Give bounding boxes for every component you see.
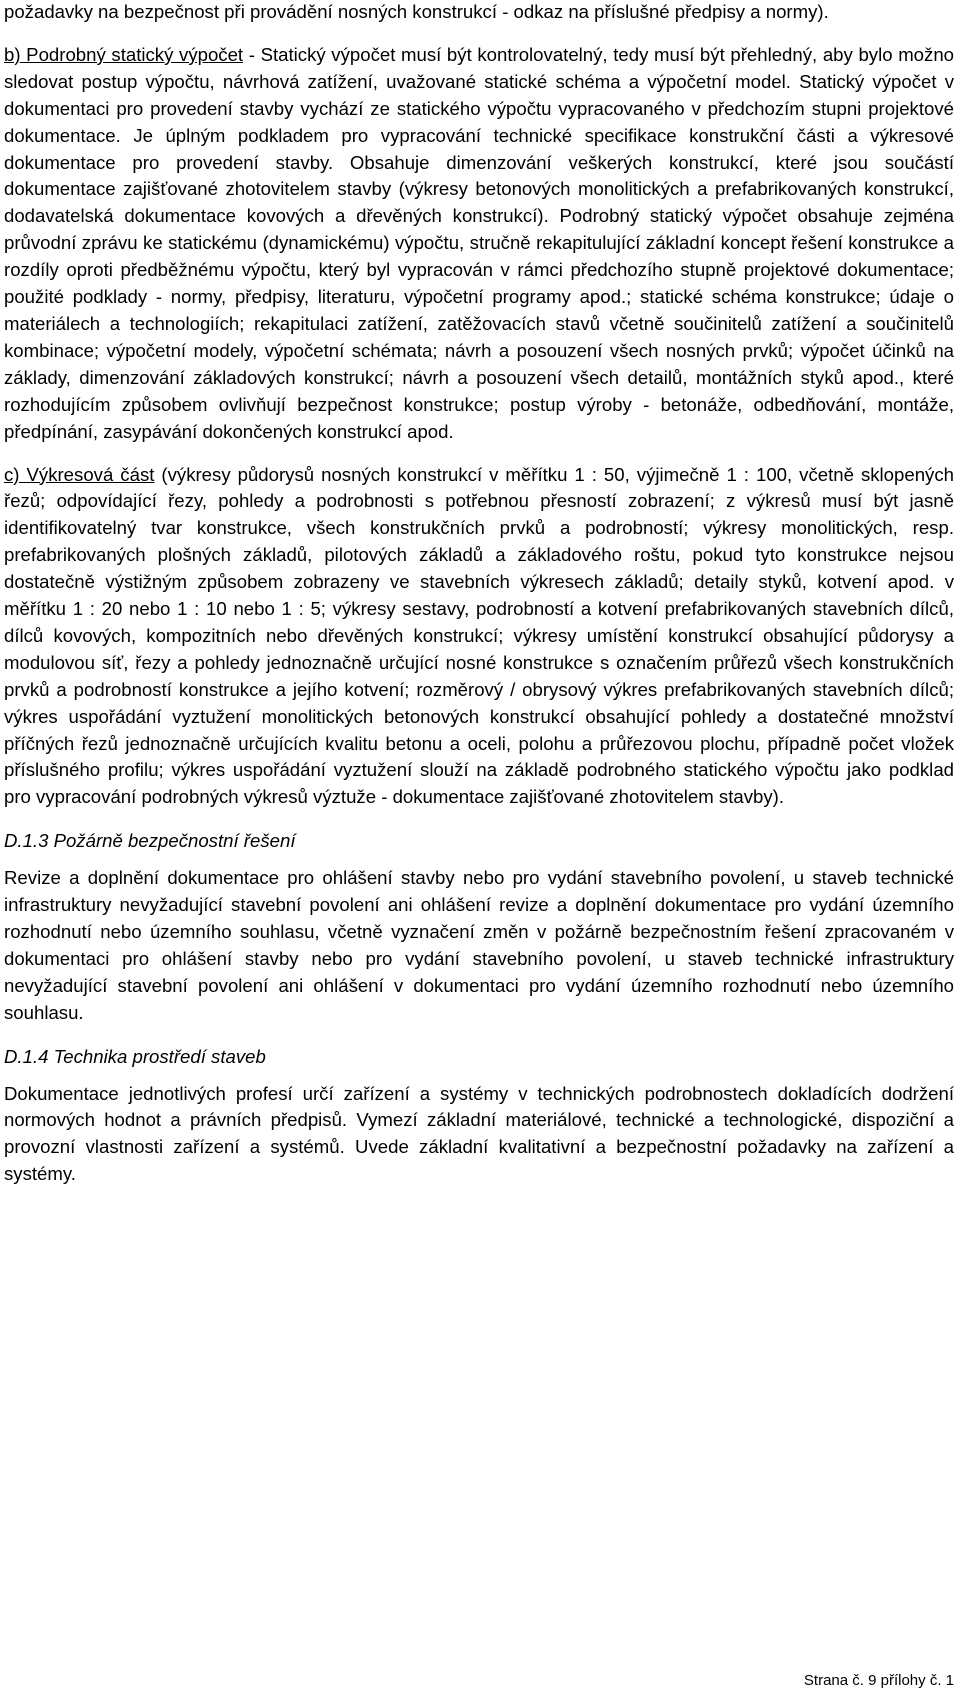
- paragraph-c-drawing-part: [4, 462, 954, 812]
- paragraph-c-text: (výkresy půdorysů nosných konstrukcí v měřítku 1 : 50, výjimečně 1 : 100, včetně sklopených řezů; odpovídající řezy, pohledy a podrobnosti s potřebnou přesností zobrazení; z výkresů musí být jasně identifikovatelný tvar konstrukce, všech konstrukčních prvků a podrobností; výkresy monolitických, resp. prefabrikovaných plošných základů, pilotových základů a základového roštu, pokud tyto konstrukce nejsou dostatečně výstižným způsobem zobrazeny ve stavebních výkresech základů; detaily styků, kotvení apod. v měřítku 1 : 20 nebo 1 : 10 nebo 1 : 5; výkresy sestavy, podrobností a kotvení prefabrikovaných stavebních dílců, dílců kovových, kompozitních nebo dřevěných konstrukcí; výkresy umístění konstrukcí obsahující půdorysy a modulovou síť, řezy a pohledy jednoznačně určující nosné konstrukce s označením průřezů všech konstrukčních prvků a podrobností konstrukce a jejího kotvení; rozměrový / obrysový výkres prefabrikovaných stavebních dílců; výkres uspořádání vyztužení monolitických betonových konstrukcí obsahující pohledy a dostatečné množství příčných řezů jednoznačně určujících kvalitu betonu a oceli, polohu a průřezovou plochu, případně počet vložek příslušného profilu; výkres uspořádání vyztužení slouží na základě podrobného statického výpočtu jako podklad pro vypracování podrobných výkresů výztuže - dokumentace zajišťované zhotovitelem stavby).: [4, 463, 954, 808]
- section-text-fire-safety: Revize a doplnění dokumentace pro ohlášení stavby nebo pro vydání stavebního povolení, u staveb technické infrastruktury nevyžadující stavební povolení ani ohlášení revize a doplnění dokumentace pro vydání územního rozhodnutí nebo územního souhlasu, včetně vyznačení změn v požárně bezpečnostním řešení zpracovaném v dokumentaci pro ohlášení stavby nebo pro vydání stavebního povolení, u staveb technické infrastruktury nevyžadující stavební povolení ani ohlášení v dokumentaci pro vydání územního rozhodnutí nebo územního souhlasu.: [4, 867, 954, 1023]
- page-number-footer: Strana č. 9 přílohy č. 1: [803, 1672, 954, 1689]
- paragraph-b-text: - Statický výpočet musí být kontrolovatelný, tedy musí být přehledný, aby bylo možno sledovat postup výpočtu, návrhová zatížení, uvažované statické schéma a výpočetní model. Statický výpočet v dokumentaci pro provedení stavby vychází ze statického výpočtu vypracovaného v předchozím stupni projektové dokumentace. Je úplným podkladem pro vypracování technické specifikace konstrukční části a výkresové dokumentace pro provedení stavby. Obsahuje dimenzování veškerých konstrukcí, které jsou součástí dokumentace zajišťované zhotovitelem stavby (výkresy betonových monolitických a prefabrikovaných konstrukcí, dodavatelská dokumentace kovových a dřevěných konstrukcí). Podrobný statický výpočet obsahuje zejména průvodní zprávu ke statickému (dynamickému) výpočtu, stručně rekapitulující základní koncept řešení konstrukce a rozdíly oproti předběžnému výpočtu, který byl vypracován v rámci předchozího stupně projektové dokumentace; použité podklady - normy, předpisy, literaturu, výpočetní programy apod.; statické schéma konstrukce; údaje o materiálech a technologiích; rekapitulaci zatížení, zatěžovacích stavů včetně součinitelů zatížení a součinitelů kombinace; výpočetní modely, výpočetní schémata; návrh a posouzení všech nosných prvků; výpočet účinků na základy, dimenzování základových konstrukcí; návrh a posouzení všech detailů, montážních styků apod., které rozhodujícím způsobem ovlivňují bezpečnost konstrukce; postup výroby - betonáže, odbedňování, montáže, předpínání, zasypávání dokončených konstrukcí apod.: [4, 43, 954, 442]
- paragraph-b-label: b) Podrobný statický výpočet: [4, 43, 244, 65]
- paragraph-b-detailed-static-calculation: [4, 42, 954, 446]
- section-text-building-services: Dokumentace jednotlivých profesí určí zařízení a systémy v technických podrobnostech dokladících dodržení normových hodnot a právních předpisů. Vymezí základní materiálové, technické a technologické, dispoziční a provozní vlastnosti zařízení a systémů. Uvede základní kvalitativní a bezpečnostní požadavky na zařízení a systémy.: [4, 1082, 954, 1185]
- section-heading-fire-safety: D.1.3 Požárně bezpečnostní řešení: [4, 830, 296, 852]
- paragraph-intro-tail: požadavky na bezpečnost při provádění nosných konstrukcí - odkaz na příslušné předpisy a normy).: [4, 1, 829, 22]
- section-heading-building-services: D.1.4 Technika prostředí staveb: [4, 1045, 266, 1067]
- document-page: [4, 0, 954, 1188]
- paragraph-c-label: c) Výkresová část: [4, 463, 155, 485]
